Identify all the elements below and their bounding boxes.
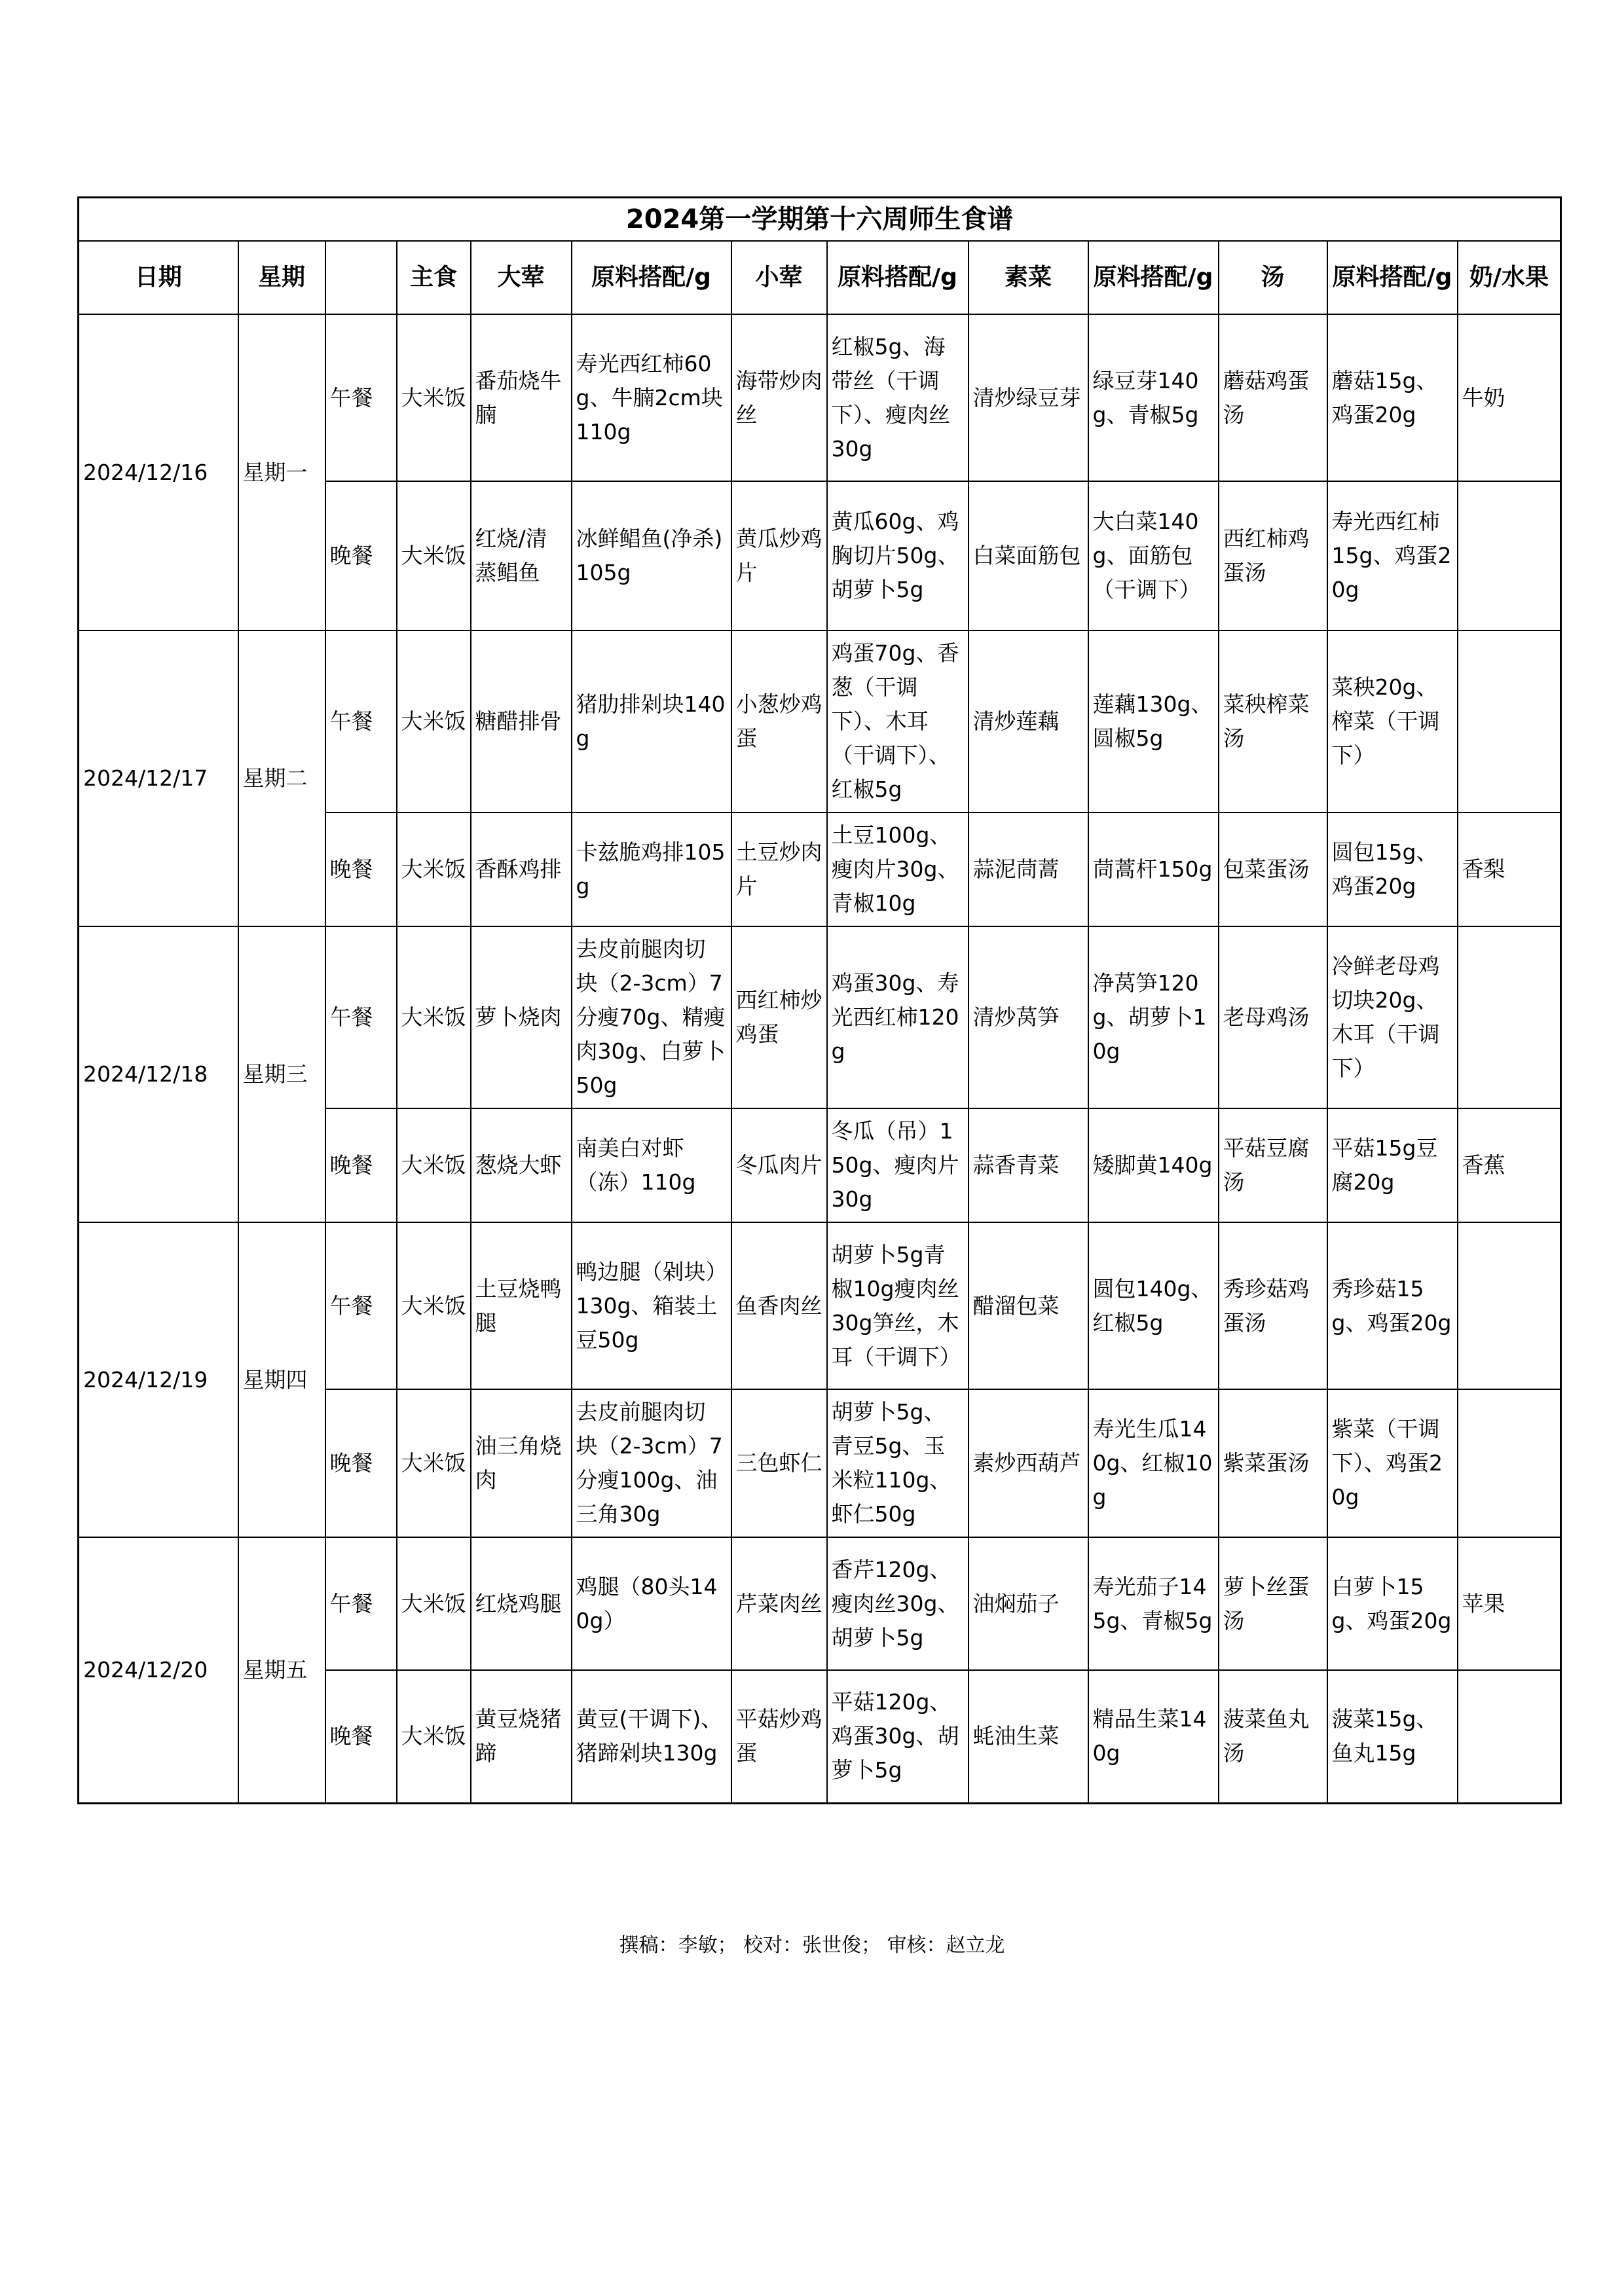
soup-ingredients-cell: 蘑菇15g、鸡蛋20g: [1327, 314, 1458, 481]
vegetable-ingredients-cell: 净莴笋120g、胡萝卜10g: [1088, 926, 1219, 1108]
big-meat-cell: 红烧/清蒸鲳鱼: [471, 481, 572, 630]
staple-cell: 大米饭: [397, 1537, 471, 1670]
header-row: [79, 241, 1561, 314]
small-meat-ingredients-cell: 土豆100g、瘦肉片30g、青椒10g: [827, 812, 969, 926]
small-meat-cell: 冬瓜肉片: [731, 1108, 827, 1222]
soup-cell: 紫菜蛋汤: [1219, 1389, 1327, 1537]
small-meat-ingredients-cell: 鸡蛋70g、香葱（干调下）、木耳（干调下）、红椒5g: [827, 630, 969, 812]
vegetable-cell: 素炒西葫芦: [969, 1389, 1088, 1537]
header-big-meat: 大荤: [471, 241, 572, 314]
soup-ingredients-cell: 平菇15g豆腐20g: [1327, 1108, 1458, 1222]
milk-fruit-cell: 香蕉: [1458, 1108, 1561, 1222]
date-cell: 2024/12/16: [79, 314, 238, 630]
milk-fruit-cell: [1458, 1222, 1561, 1389]
small-meat-cell: 芹菜肉丝: [731, 1537, 827, 1670]
soup-ingredients-cell: 白萝卜15g、鸡蛋20g: [1327, 1537, 1458, 1670]
big-meat-ingredients-cell: 鸡腿（80头140g）: [572, 1537, 731, 1670]
vegetable-cell: 蒜香青菜: [969, 1108, 1088, 1222]
small-meat-cell: 土豆炒肉片: [731, 812, 827, 926]
vegetable-ingredients-cell: 茼蒿杆150g: [1088, 812, 1219, 926]
header-vegetable: 素菜: [969, 241, 1088, 314]
milk-fruit-cell: [1458, 630, 1561, 812]
vegetable-cell: 清炒绿豆芽: [969, 314, 1088, 481]
meal-row: [79, 630, 1561, 812]
big-meat-ingredients-cell: 卡兹脆鸡排105g: [572, 812, 731, 926]
page-title: 2024第一学期第十六周师生食谱: [79, 198, 1561, 242]
milk-fruit-cell: 牛奶: [1458, 314, 1561, 481]
vegetable-ingredients-cell: 精品生菜140g: [1088, 1670, 1219, 1803]
staple-cell: 大米饭: [397, 1108, 471, 1222]
soup-ingredients-cell: 菜秧20g、榨菜（干调下）: [1327, 630, 1458, 812]
small-meat-ingredients-cell: 冬瓜（吊）150g、瘦肉片30g: [827, 1108, 969, 1222]
small-meat-ingredients-cell: 胡萝卜5g、青豆5g、玉米粒110g、虾仁50g: [827, 1389, 969, 1537]
big-meat-cell: 黄豆烧猪蹄: [471, 1670, 572, 1803]
big-meat-ingredients-cell: 冰鲜鲳鱼(净杀)105g: [572, 481, 731, 630]
menu-table: [77, 196, 1562, 1804]
staple-cell: 大米饭: [397, 926, 471, 1108]
vegetable-ingredients-cell: 寿光生瓜140g、红椒10g: [1088, 1389, 1219, 1537]
meal-cell: 午餐: [325, 926, 397, 1108]
vegetable-cell: 蒜泥茼蒿: [969, 812, 1088, 926]
credits-footer: 撰稿：李敏； 校对：张世俊； 审核：赵立龙: [619, 1934, 1005, 1957]
big-meat-cell: 红烧鸡腿: [471, 1537, 572, 1670]
date-cell: 2024/12/19: [79, 1222, 238, 1537]
staple-cell: 大米饭: [397, 1670, 471, 1803]
meal-row: [79, 1222, 1561, 1389]
milk-fruit-cell: 苹果: [1458, 1537, 1561, 1670]
big-meat-cell: 番茄烧牛腩: [471, 314, 572, 481]
vegetable-cell: 白菜面筋包: [969, 481, 1088, 630]
small-meat-ingredients-cell: 红椒5g、海带丝（干调下）、瘦肉丝30g: [827, 314, 969, 481]
small-meat-cell: 海带炒肉丝: [731, 314, 827, 481]
soup-cell: 菜秧榨菜汤: [1219, 630, 1327, 812]
weekday-cell: 星期四: [238, 1222, 325, 1537]
milk-fruit-cell: [1458, 1670, 1561, 1803]
soup-cell: 平菇豆腐汤: [1219, 1108, 1327, 1222]
big-meat-ingredients-cell: 去皮前腿肉切块（2-3cm）7分瘦70g、精瘦肉30g、白萝卜50g: [572, 926, 731, 1108]
header-soup-ingredients: 原料搭配/g: [1327, 241, 1458, 314]
milk-fruit-cell: [1458, 481, 1561, 630]
header-date: 日期: [79, 241, 238, 314]
meal-row: [79, 314, 1561, 481]
soup-cell: 蘑菇鸡蛋汤: [1219, 314, 1327, 481]
meal-row: [79, 1537, 1561, 1670]
soup-ingredients-cell: 紫菜（干调下）、鸡蛋20g: [1327, 1389, 1458, 1537]
big-meat-ingredients-cell: 去皮前腿肉切块（2-3cm）7分瘦100g、油三角30g: [572, 1389, 731, 1537]
small-meat-ingredients-cell: 平菇120g、鸡蛋30g、胡萝卜5g: [827, 1670, 969, 1803]
header-big-meat-ingredients: 原料搭配/g: [572, 241, 731, 314]
small-meat-ingredients-cell: 鸡蛋30g、寿光西红柿120g: [827, 926, 969, 1108]
big-meat-cell: 土豆烧鸭腿: [471, 1222, 572, 1389]
vegetable-cell: 蚝油生菜: [969, 1670, 1088, 1803]
small-meat-cell: 平菇炒鸡蛋: [731, 1670, 827, 1803]
soup-ingredients-cell: 冷鲜老母鸡切块20g、木耳（干调下）: [1327, 926, 1458, 1108]
header-small-meat-ingredients: 原料搭配/g: [827, 241, 969, 314]
soup-cell: 秀珍菇鸡蛋汤: [1219, 1222, 1327, 1389]
meal-cell: 晚餐: [325, 1670, 397, 1803]
big-meat-cell: 香酥鸡排: [471, 812, 572, 926]
soup-cell: 老母鸡汤: [1219, 926, 1327, 1108]
small-meat-cell: 西红柿炒鸡蛋: [731, 926, 827, 1108]
small-meat-ingredients-cell: 胡萝卜5g青椒10g瘦肉丝30g笋丝，木耳（干调下）: [827, 1222, 969, 1389]
big-meat-ingredients-cell: 黄豆(干调下)、猪蹄剁块130g: [572, 1670, 731, 1803]
header-meal: [325, 241, 397, 314]
small-meat-cell: 鱼香肉丝: [731, 1222, 827, 1389]
staple-cell: 大米饭: [397, 1389, 471, 1537]
small-meat-ingredients-cell: 香芹120g、瘦肉丝30g、胡萝卜5g: [827, 1537, 969, 1670]
soup-ingredients-cell: 圆包15g、鸡蛋20g: [1327, 812, 1458, 926]
meal-cell: 午餐: [325, 1222, 397, 1389]
vegetable-ingredients-cell: 矮脚黄140g: [1088, 1108, 1219, 1222]
date-cell: 2024/12/18: [79, 926, 238, 1222]
vegetable-ingredients-cell: 圆包140g、红椒5g: [1088, 1222, 1219, 1389]
small-meat-cell: 黄瓜炒鸡片: [731, 481, 827, 630]
vegetable-ingredients-cell: 绿豆芽140g、青椒5g: [1088, 314, 1219, 481]
small-meat-ingredients-cell: 黄瓜60g、鸡胸切片50g、胡萝卜5g: [827, 481, 969, 630]
meal-row: [79, 926, 1561, 1108]
soup-ingredients-cell: 寿光西红柿15g、鸡蛋20g: [1327, 481, 1458, 630]
meal-cell: 晚餐: [325, 1108, 397, 1222]
big-meat-cell: 油三角烧肉: [471, 1389, 572, 1537]
weekday-cell: 星期三: [238, 926, 325, 1222]
soup-cell: 西红柿鸡蛋汤: [1219, 481, 1327, 630]
big-meat-cell: 糖醋排骨: [471, 630, 572, 812]
small-meat-cell: 小葱炒鸡蛋: [731, 630, 827, 812]
small-meat-cell: 三色虾仁: [731, 1389, 827, 1537]
vegetable-cell: 清炒莴笋: [969, 926, 1088, 1108]
vegetable-ingredients-cell: 寿光茄子145g、青椒5g: [1088, 1537, 1219, 1670]
big-meat-ingredients-cell: 鸭边腿（剁块）130g、箱装土豆50g: [572, 1222, 731, 1389]
soup-cell: 包菜蛋汤: [1219, 812, 1327, 926]
header-weekday: 星期: [238, 241, 325, 314]
date-cell: 2024/12/17: [79, 630, 238, 926]
milk-fruit-cell: [1458, 926, 1561, 1108]
vegetable-cell: 清炒莲藕: [969, 630, 1088, 812]
big-meat-ingredients-cell: 寿光西红柿60g、牛腩2cm块110g: [572, 314, 731, 481]
soup-cell: 菠菜鱼丸汤: [1219, 1670, 1327, 1803]
soup-ingredients-cell: 菠菜15g、鱼丸15g: [1327, 1670, 1458, 1803]
meal-cell: 晚餐: [325, 1389, 397, 1537]
vegetable-ingredients-cell: 大白菜140g、面筋包（干调下）: [1088, 481, 1219, 630]
meal-cell: 午餐: [325, 314, 397, 481]
vegetable-cell: 油焖茄子: [969, 1537, 1088, 1670]
meal-cell: 午餐: [325, 1537, 397, 1670]
soup-ingredients-cell: 秀珍菇15g、鸡蛋20g: [1327, 1222, 1458, 1389]
staple-cell: 大米饭: [397, 1222, 471, 1389]
vegetable-ingredients-cell: 莲藕130g、圆椒5g: [1088, 630, 1219, 812]
big-meat-ingredients-cell: 猪肋排剁块140g: [572, 630, 731, 812]
big-meat-cell: 萝卜烧肉: [471, 926, 572, 1108]
weekday-cell: 星期二: [238, 630, 325, 926]
big-meat-ingredients-cell: 南美白对虾（冻）110g: [572, 1108, 731, 1222]
soup-cell: 萝卜丝蛋汤: [1219, 1537, 1327, 1670]
weekday-cell: 星期五: [238, 1537, 325, 1803]
weekday-cell: 星期一: [238, 314, 325, 630]
header-vegetable-ingredients: 原料搭配/g: [1088, 241, 1219, 314]
vegetable-cell: 醋溜包菜: [969, 1222, 1088, 1389]
header-soup: 汤: [1219, 241, 1327, 314]
header-milk-fruit: 奶/水果: [1458, 241, 1561, 314]
staple-cell: 大米饭: [397, 812, 471, 926]
header-small-meat: 小荤: [731, 241, 827, 314]
meal-cell: 午餐: [325, 630, 397, 812]
staple-cell: 大米饭: [397, 314, 471, 481]
header-staple: 主食: [397, 241, 471, 314]
big-meat-cell: 葱烧大虾: [471, 1108, 572, 1222]
menu-sheet: [77, 196, 1547, 1804]
staple-cell: 大米饭: [397, 630, 471, 812]
meal-cell: 晚餐: [325, 812, 397, 926]
staple-cell: 大米饭: [397, 481, 471, 630]
title-row: [79, 198, 1561, 242]
meal-cell: 晚餐: [325, 481, 397, 630]
milk-fruit-cell: 香梨: [1458, 812, 1561, 926]
milk-fruit-cell: [1458, 1389, 1561, 1537]
date-cell: 2024/12/20: [79, 1537, 238, 1803]
